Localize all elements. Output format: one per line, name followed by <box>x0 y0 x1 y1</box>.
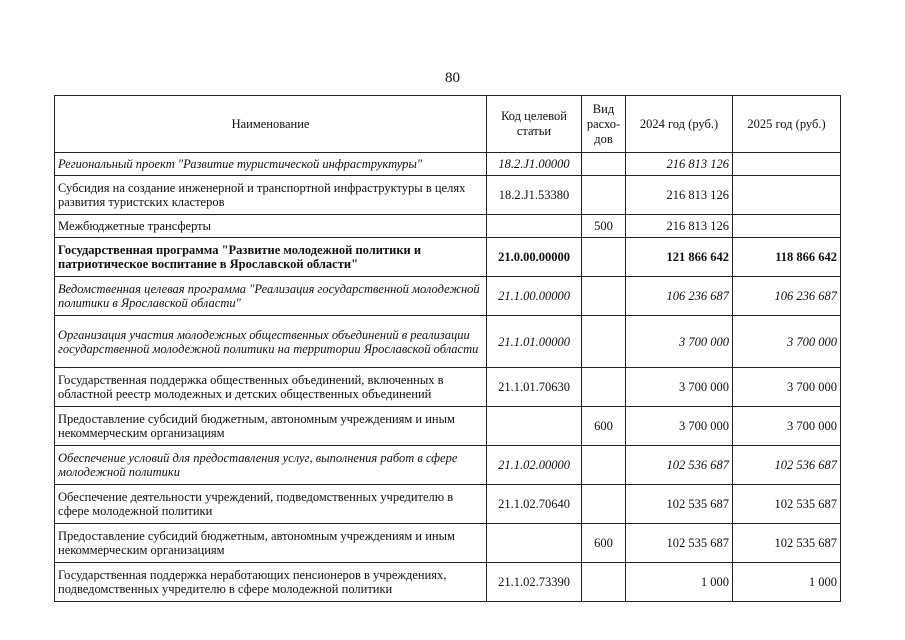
row-2024: 216 813 126 <box>626 176 733 215</box>
row-2025: 118 866 642 <box>733 238 841 277</box>
table-row <box>55 563 841 602</box>
row-code <box>487 524 582 563</box>
row-2024: 3 700 000 <box>626 407 733 446</box>
row-kind <box>582 277 626 316</box>
row-code: 21.1.01.00000 <box>487 316 582 368</box>
table-header-row <box>55 96 841 153</box>
row-code: 21.1.02.00000 <box>487 446 582 485</box>
row-kind <box>582 153 626 176</box>
row-kind <box>582 316 626 368</box>
row-2025: 102 536 687 <box>733 446 841 485</box>
row-2024: 102 535 687 <box>626 485 733 524</box>
table-row <box>55 407 841 446</box>
row-kind: 600 <box>582 407 626 446</box>
row-2025 <box>733 153 841 176</box>
row-name: Предоставление субсидий бюджетным, автономным учреждениям и иным некоммерческим организациям <box>55 407 487 446</box>
row-name: Обеспечение условий для предоставления услуг, выполнения работ в сфере молодежной политики <box>55 446 487 485</box>
row-2025: 102 535 687 <box>733 485 841 524</box>
row-kind <box>582 446 626 485</box>
row-2025 <box>733 176 841 215</box>
row-kind: 600 <box>582 524 626 563</box>
table-row <box>55 485 841 524</box>
row-code: 21.1.02.73390 <box>487 563 582 602</box>
header-code: Код целевой статьи <box>487 96 582 153</box>
row-2024: 102 536 687 <box>626 446 733 485</box>
row-name: Предоставление субсидий бюджетным, автономным учреждениям и иным некоммерческим организациям <box>55 524 487 563</box>
header-2024: 2024 год (руб.) <box>626 96 733 153</box>
row-2025: 3 700 000 <box>733 316 841 368</box>
row-code: 21.1.01.70630 <box>487 368 582 407</box>
row-2025: 1 000 <box>733 563 841 602</box>
row-2024: 121 866 642 <box>626 238 733 277</box>
row-name: Государственная поддержка общественных объединений, включенных в областной реестр молодежных и детских общественных объединений <box>55 368 487 407</box>
row-name: Организация участия молодежных общественных объединений в реализации государственной молодежной политики на территории Ярославской области <box>55 316 487 368</box>
row-kind <box>582 176 626 215</box>
table-row <box>55 446 841 485</box>
header-name: Наименование <box>55 96 487 153</box>
row-code <box>487 215 582 238</box>
table-row <box>55 524 841 563</box>
row-code <box>487 407 582 446</box>
header-2025: 2025 год (руб.) <box>733 96 841 153</box>
row-name: Обеспечение деятельности учреждений, подведомственных учредителю в сфере молодежной политики <box>55 485 487 524</box>
table-row <box>55 277 841 316</box>
row-2025 <box>733 215 841 238</box>
row-2024: 3 700 000 <box>626 368 733 407</box>
row-kind <box>582 485 626 524</box>
row-2025: 3 700 000 <box>733 368 841 407</box>
row-2024: 102 535 687 <box>626 524 733 563</box>
row-name: Государственная поддержка неработающих пенсионеров в учреждениях, подведомственных учредителю в сфере молодежной политики <box>55 563 487 602</box>
row-2024: 1 000 <box>626 563 733 602</box>
row-code: 18.2.J1.53380 <box>487 176 582 215</box>
row-2024: 3 700 000 <box>626 316 733 368</box>
row-2025: 106 236 687 <box>733 277 841 316</box>
row-name: Субсидия на создание инженерной и транспортной инфраструктуры в целях развития туристских кластеров <box>55 176 487 215</box>
row-name: Межбюджетные трансферты <box>55 215 487 238</box>
budget-table <box>54 95 841 602</box>
row-kind <box>582 238 626 277</box>
table-row <box>55 176 841 215</box>
row-code: 18.2.J1.00000 <box>487 153 582 176</box>
page-number: 80 <box>445 70 460 86</box>
row-name: Региональный проект "Развитие туристической инфраструктуры" <box>55 153 487 176</box>
table-row <box>55 153 841 176</box>
row-2024: 216 813 126 <box>626 153 733 176</box>
row-code: 21.1.00.00000 <box>487 277 582 316</box>
header-kind: Вид расхо-дов <box>582 96 626 153</box>
row-2025: 3 700 000 <box>733 407 841 446</box>
row-2024: 106 236 687 <box>626 277 733 316</box>
row-kind: 500 <box>582 215 626 238</box>
row-kind <box>582 563 626 602</box>
table-row <box>55 368 841 407</box>
row-2024: 216 813 126 <box>626 215 733 238</box>
table-row <box>55 238 841 277</box>
row-code: 21.0.00.00000 <box>487 238 582 277</box>
table-row <box>55 316 841 368</box>
row-name: Ведомственная целевая программа "Реализация государственной молодежной политики в Ярославской области" <box>55 277 487 316</box>
row-2025: 102 535 687 <box>733 524 841 563</box>
row-kind <box>582 368 626 407</box>
row-code: 21.1.02.70640 <box>487 485 582 524</box>
row-name: Государственная программа "Развитие молодежной политики и патриотическое воспитание в Ярославской области" <box>55 238 487 277</box>
table-row <box>55 215 841 238</box>
